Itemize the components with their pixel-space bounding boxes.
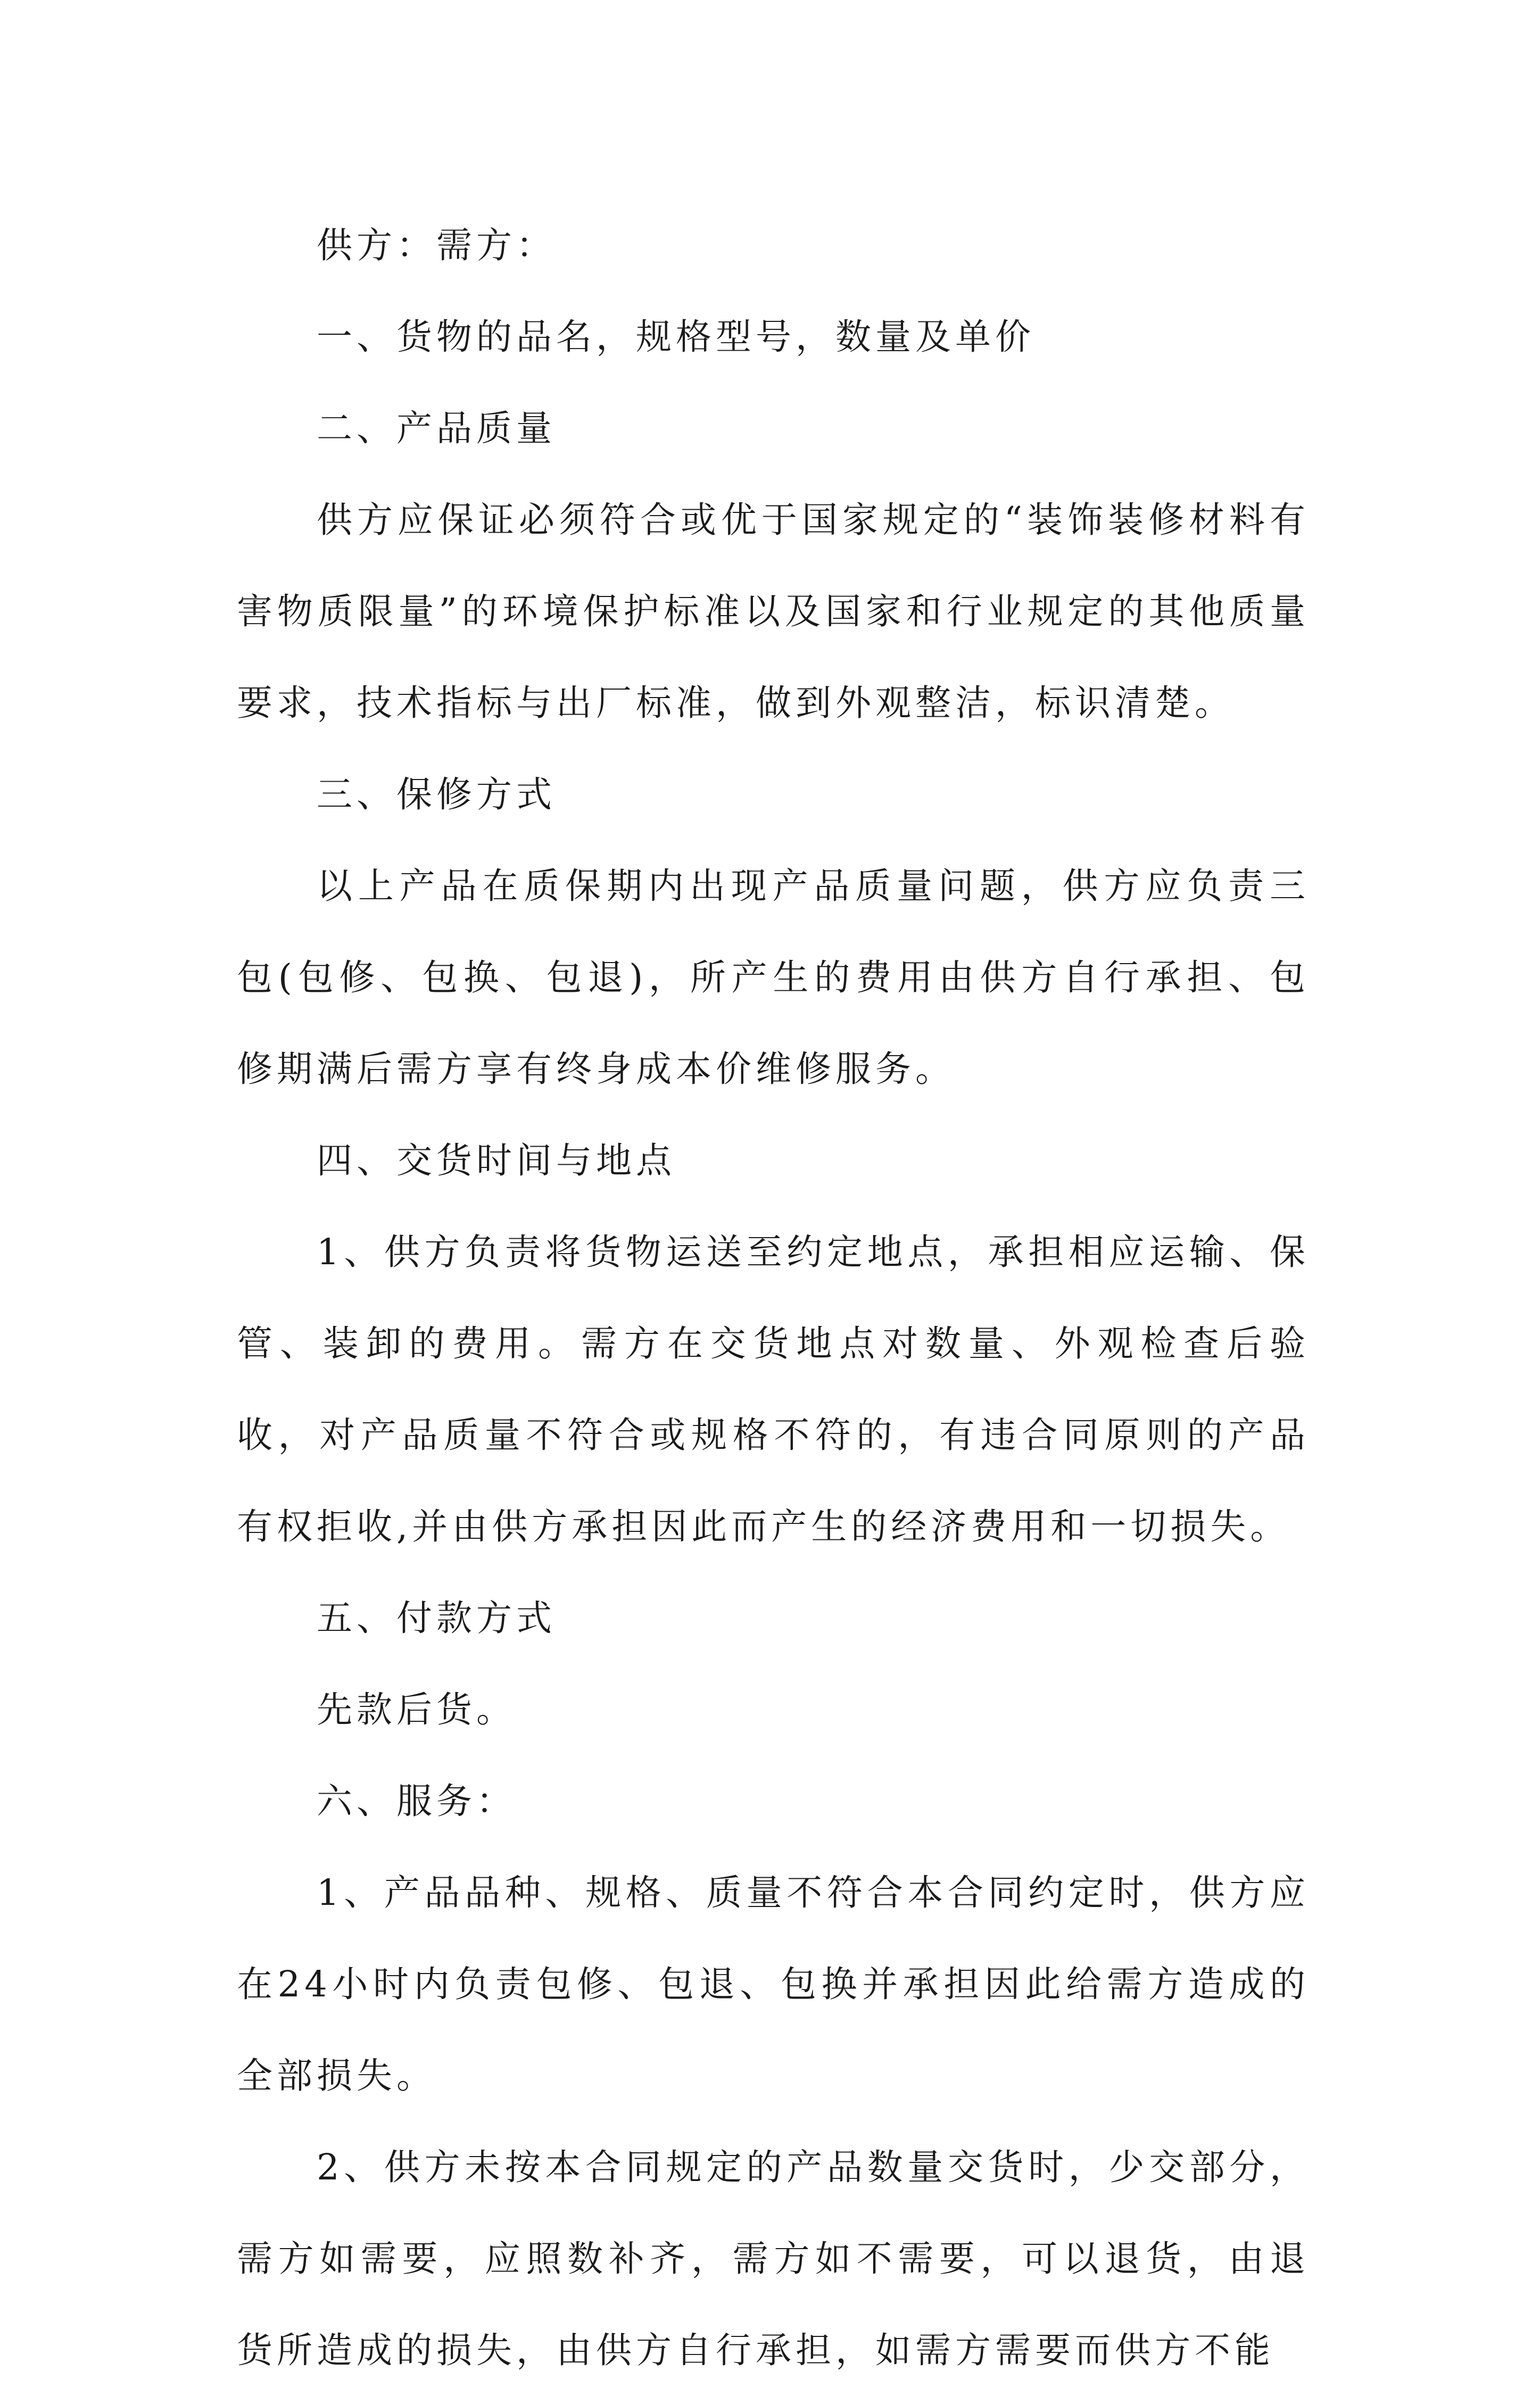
section-heading-service: 六、服务：: [317, 1780, 516, 1822]
section-heading-delivery: 四、交货时间与地点: [317, 1140, 676, 1181]
service-paragraph-2: 2、供方未按本合同规定的产品数量交货时，少交部分，需方如需要，应照数补齐，需方如不需要，可以退货，由退货所造成的损失，由供方自行承担，如需方需要而供方不能: [237, 2146, 1310, 2371]
section-heading-goods: 一、货物的品名，规格型号，数量及单价: [317, 316, 1035, 358]
warranty-paragraph: 以上产品在质保期内出现产品质量问题，供方应负责三包(包修、包换、包退)，所产生的费用由供方自行承担、包修期满后需方享有终身成本价维修服务。: [237, 865, 1310, 1090]
section-heading-payment: 五、付款方式: [317, 1597, 556, 1639]
service-paragraph-1: 1、产品品种、规格、质量不符合本合同约定时，供方应在24小时内负责包修、包退、包换并承担因此给需方造成的全部损失。: [237, 1872, 1310, 2096]
document-body: [237, 200, 1310, 2396]
payment-paragraph: 先款后货。: [317, 1689, 516, 1730]
parties-line: 供方：需方：: [317, 225, 556, 266]
section-heading-warranty: 三、保修方式: [317, 774, 556, 815]
section-heading-quality: 二、产品质量: [317, 408, 556, 449]
quality-paragraph: 供方应保证必须符合或优于国家规定的“装饰装修材料有害物质限量”的环境保护标准以及国家和行业规定的其他质量要求，技术指标与出厂标准，做到外观整洁，标识清楚。: [237, 499, 1310, 724]
delivery-paragraph: 1、供方负责将货物运送至约定地点，承担相应运输、保管、装卸的费用。需方在交货地点对数量、外观检查后验收，对产品质量不符合或规格不符的，有违合同原则的产品有权拒收,并由供方承担因此而产生的经济费用和一切损失。: [237, 1231, 1310, 1547]
